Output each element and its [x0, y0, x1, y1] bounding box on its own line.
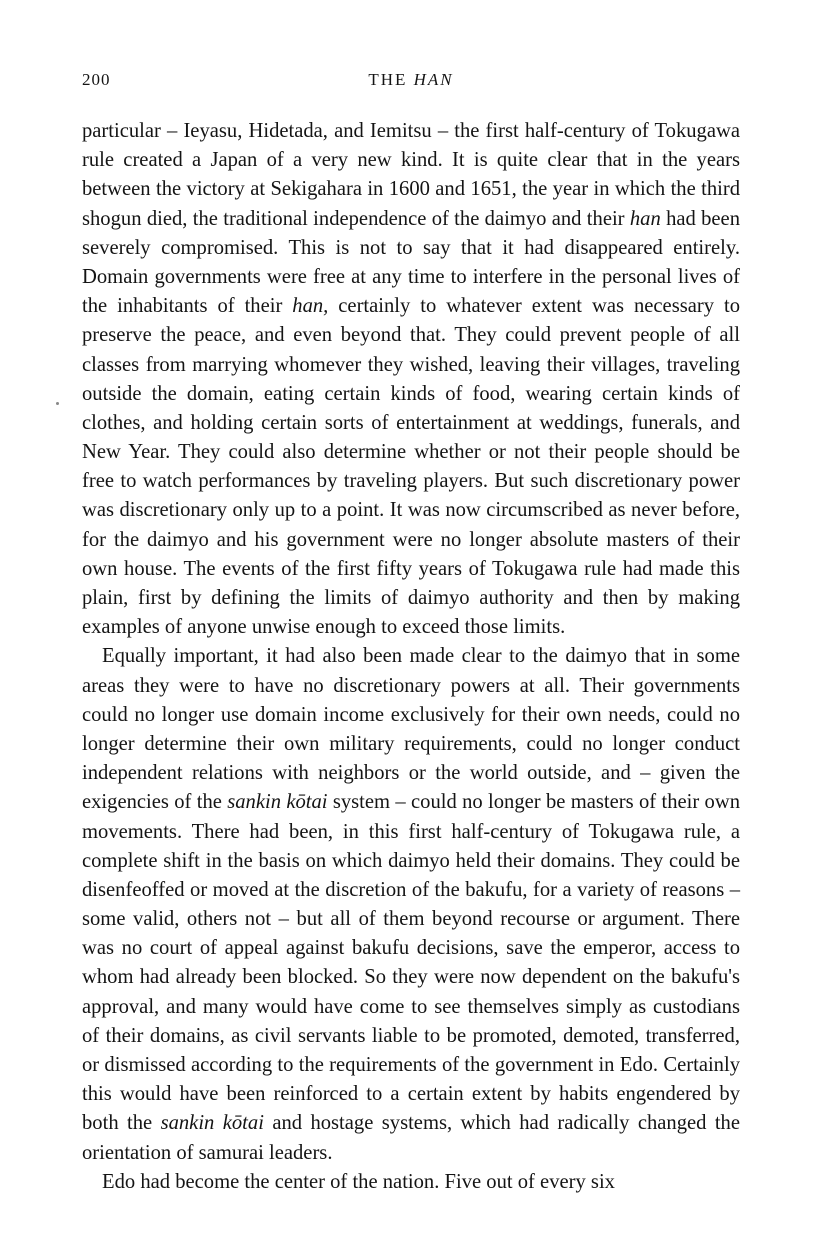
- paragraph: [82, 117, 740, 642]
- paragraph: [82, 1168, 740, 1197]
- page-number: 200: [82, 70, 111, 89]
- text-run: certainly to whatever extent was necessary to preserve the peace, and even beyond that. They could prevent people of all classes from marrying whomever they wished, leaving their villages, traveling outside the domain, eating certain kinds of food, wearing certain kinds of clothes, and holding certain sorts of entertainment at weddings, funerals, and New Year. They could also determine whether or not their people should be free to watch performances by traveling players. But such discretionary power was discretionary only up to a point. It was now circumscribed as never before, for the daimyo and his government were no longer absolute masters of their own house. The events of the first fifty years of Tokugawa rule had made this plain, first by defining the limits of daimyo authority and then by making examples of anyone unwise enough to exceed those limits.: [82, 295, 741, 639]
- running-title-prefix: THE: [368, 70, 414, 89]
- text-run: system – could no longer be masters of their own movements. There had been, in this first half-century of Tokugawa rule, a complete shift in the basis on which daimyo held their domains. They could be disenfeoffed or moved at the discretion of the bakufu, for a variety of reasons – some valid, others not – but all of them beyond recourse or argument. There was no court of appeal against bakufu decisions, save the emperor, access to whom had already been blocked. So they were now dependent on the bakufu's approval, and many would have come to see themselves simply as custodians of their domains, as civil servants liable to be promoted, demoted, transferred, or dismissed according to the requirements of the government in Edo. Certainly this would have been reinforced to a certain extent by habits engendered by both the: [82, 791, 741, 1135]
- text-run: particular – Ieyasu, Hidetada, and Iemitsu – the first half-century of Tokugawa rule created a Japan of a very new kind. It is quite clear that in the years between the victory at Sekigahara in 1600 and 1651, the year in which the third shogun died, the traditional independence of the daimyo and their: [82, 120, 740, 230]
- italic-term: han,: [292, 295, 329, 318]
- italic-term: sankin kōtai: [160, 1112, 264, 1135]
- running-title: [82, 70, 740, 90]
- text-run: had been severely compromised. This is not to say that it had disappeared entirely. Domain governments were free at any time to interfere in the personal lives of the inhabitants of their: [82, 207, 740, 318]
- body-text: [82, 117, 740, 1197]
- paragraph: [82, 642, 740, 1167]
- text-run: Equally important, it had also been made clear to the daimyo that in some areas they were to have no discretionary powers at all. Their governments could no longer use domain income exclusively for their own needs, could no longer determine their own military requirements, could no longer conduct independent relations with neighbors or the world outside, and – given the exigencies of the: [82, 645, 740, 814]
- running-header: [82, 70, 740, 100]
- running-title-italic: HAN: [413, 70, 454, 89]
- margin-speck: [56, 402, 59, 405]
- italic-term: sankin kōtai: [227, 791, 328, 814]
- italic-term: han: [629, 207, 661, 230]
- text-run: Edo had become the center of the nation. Five out of every six: [102, 1170, 615, 1193]
- text-run: and hostage systems, which had radically changed the orientation of samurai leaders.: [82, 1112, 740, 1164]
